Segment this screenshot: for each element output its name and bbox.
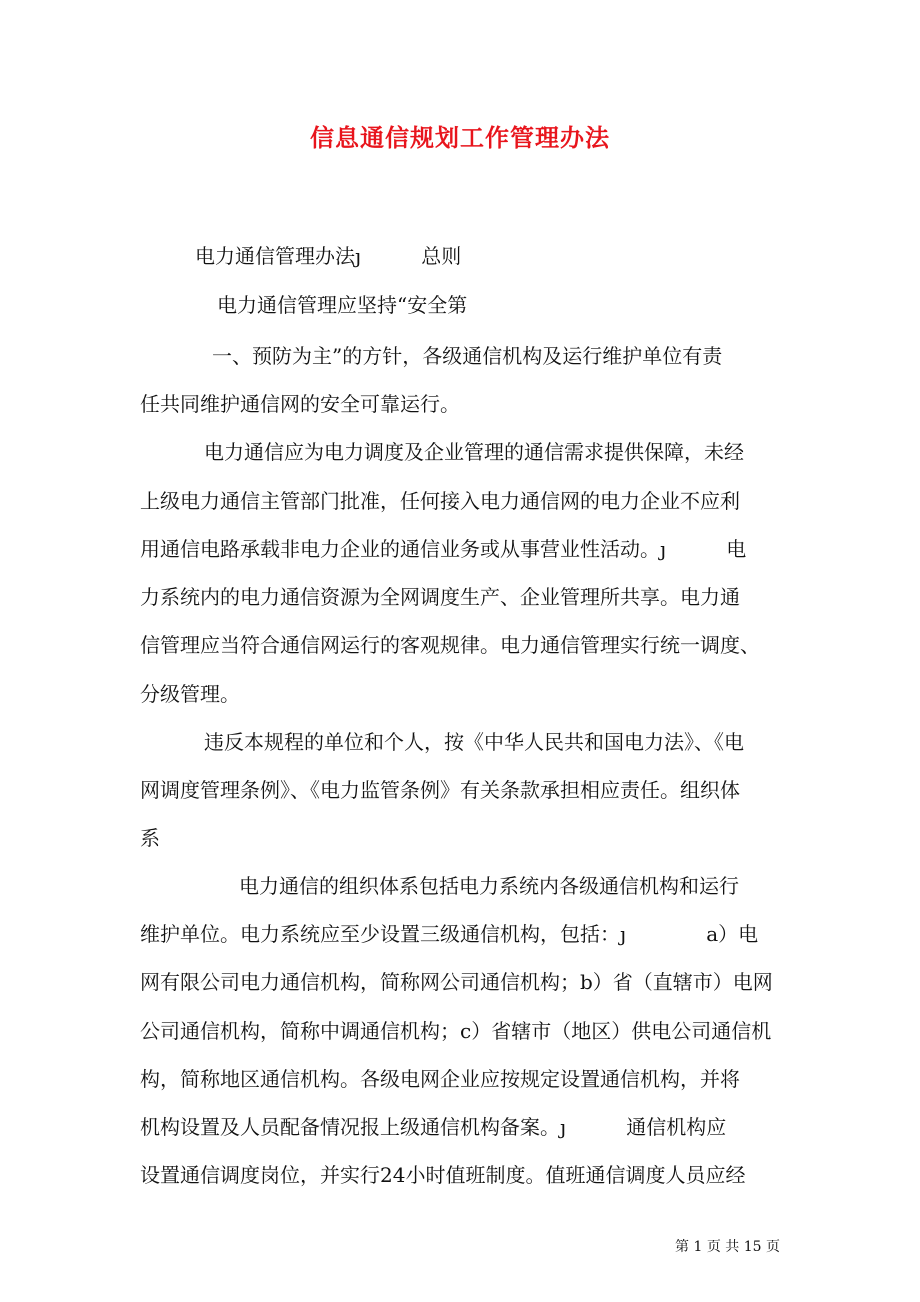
page-number: 第 1 页 共 15 页 — [675, 1239, 780, 1255]
body-line: 维护单位。电力系统应至少设置三级通信机构，包括：ȷ a）电 — [140, 922, 759, 946]
body-line: 设置通信调度岗位，并实行24小时值班制度。值班通信调度人员应经 — [140, 1163, 746, 1187]
body-line: 公司通信机构，简称中调通信机构；c）省辖市（地区）供电公司通信机 — [140, 1019, 772, 1043]
body-line: 网调度管理条例》、《电力监管条例》有关条款承担相应责任。组织体 — [140, 778, 740, 802]
body-line: 系 — [140, 826, 160, 850]
body-line: 构，简称地区通信机构。各级电网企业应按规定设置通信机构，并将 — [140, 1067, 740, 1091]
body-line: 分级管理。 — [140, 682, 240, 706]
body-line: 机构设置及人员配备情况报上级通信机构备案。ȷ 通信机构应 — [140, 1115, 727, 1139]
body-line: 电力通信管理应坚持“安全第 — [217, 293, 468, 317]
body-line: 违反本规程的单位和个人，按《中华人民共和国电力法》、《电 — [204, 730, 744, 754]
body-line: 力系统内的电力通信资源为全网调度生产、企业管理所共享。电力通 — [140, 585, 740, 609]
body-line: 上级电力通信主管部门批准，任何接入电力通信网的电力企业不应利 — [140, 489, 740, 513]
body-line: 信管理应当符合通信网运行的客观规律。电力通信管理实行统一调度、 — [140, 633, 760, 657]
body-line: 电力通信应为电力调度及企业管理的通信需求提供保障，未经 — [204, 440, 744, 464]
body-line: 网有限公司电力通信机构，简称网公司通信机构；b）省（直辖市）电网 — [140, 970, 773, 994]
body-line: 电力通信管理办法ȷ 总则 — [195, 244, 462, 268]
body-line: 一、预防为主”的方针，各级通信机构及运行维护单位有责 — [212, 344, 723, 368]
body-line: 电力通信的组织体系包括电力系统内各级通信机构和运行 — [239, 874, 739, 898]
document-title: 信息通信规划工作管理办法 — [310, 123, 610, 152]
body-line: 任共同维护通信网的安全可靠运行。 — [140, 392, 460, 416]
body-line: 用通信电路承载非电力企业的通信业务或从事营业性活动。ȷ 电 — [140, 537, 747, 561]
